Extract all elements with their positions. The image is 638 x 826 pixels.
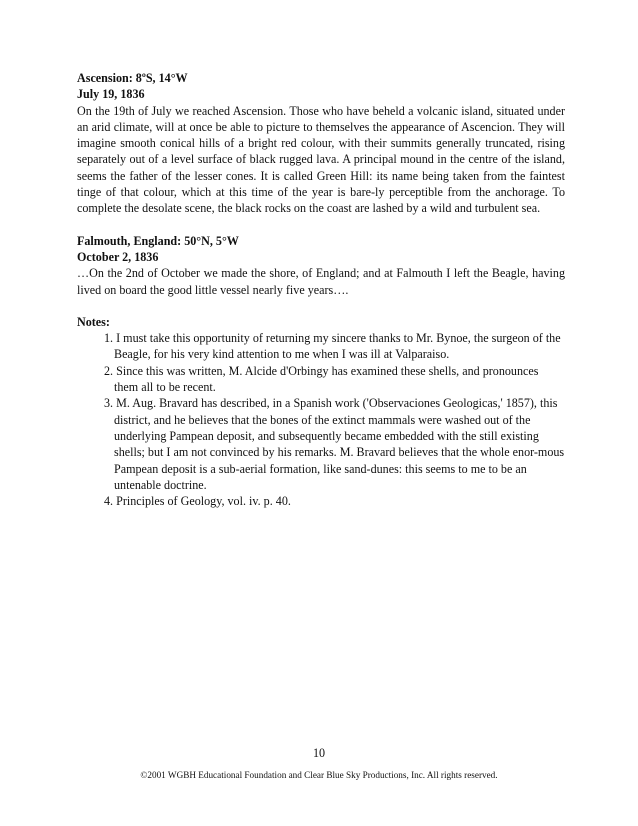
note-text: Since this was written, M. Alcide d'Orbingy has examined these shells, and pronounces them all to be recent. (114, 363, 539, 395)
notes-heading: Notes: (77, 314, 110, 329)
note-number: 1. (104, 331, 114, 346)
section-ascension (77, 70, 565, 217)
copyright-notice: ©2001 WGBH Educational Foundation and Clear Blue Sky Productions, Inc. All rights reserved. (140, 770, 498, 780)
note-text: M. Aug. Bravard has described, in a Spanish work ('Observaciones Geologicas,' 1857), this district, and he believes that the bones of the extinct mammals were washed out of the underlying Pampean deposit, and subsequently became embedded with the still existing shells; but I am not convinced by his remarks. M. Bravard believes that the whole enor-mous Pampean deposit is a sub-aerial formation, like sand-dunes: this seems to me to be an untenable doctrine. (114, 396, 565, 492)
notes-section (77, 314, 565, 510)
note-number: 4. (104, 494, 114, 509)
section-date: October 2, 1836 (77, 249, 159, 264)
note-item (77, 330, 565, 363)
section-paragraph: On the 19th of July we reached Ascension. Those who have beheld a volcanic island, situated under an arid climate, will at once be able to picture to themselves the appearance of Ascencion. They will imagine smooth conical hills of a bright red colour, with their summits generally truncated, rising separately out of a level surface of black rugged lava. A principal mound in the centre of the island, seems the father of the lesser cones. It is called Green Hill: its name being taken from the faintest tinge of that colour, which at this time of the year is bare-ly perceptible from the anchorage. To complete the desolate scene, the black rocks on the coast are lashed by a wild and turbulent sea. (77, 103, 565, 216)
section-date: July 19, 1836 (77, 87, 145, 102)
spacer (77, 298, 565, 314)
note-item (77, 395, 565, 493)
section-heading: Falmouth, England: 50°N, 5°W (77, 233, 239, 248)
note-item (77, 363, 565, 396)
note-text: Principles of Geology, vol. iv. p. 40. (116, 494, 291, 509)
section-falmouth (77, 233, 565, 298)
section-heading: Ascension: 8ºS, 14°W (77, 71, 188, 85)
note-number: 2. (104, 363, 114, 378)
note-item (77, 493, 565, 509)
section-paragraph: …On the 2nd of October we made the shore, of England; and at Falmouth I left the Beagle, having lived on board the good little vessel nearly five years…. (77, 266, 565, 297)
document-body (77, 70, 565, 509)
note-number: 3. (104, 396, 114, 411)
note-text: I must take this opportunity of returning my sincere thanks to Mr. Bynoe, the surgeon of the Beagle, for his very kind attention to me when I was ill at Valparaiso. (114, 331, 561, 362)
page-number: 10 (312, 746, 326, 760)
spacer (77, 217, 565, 233)
notes-list (77, 330, 565, 509)
